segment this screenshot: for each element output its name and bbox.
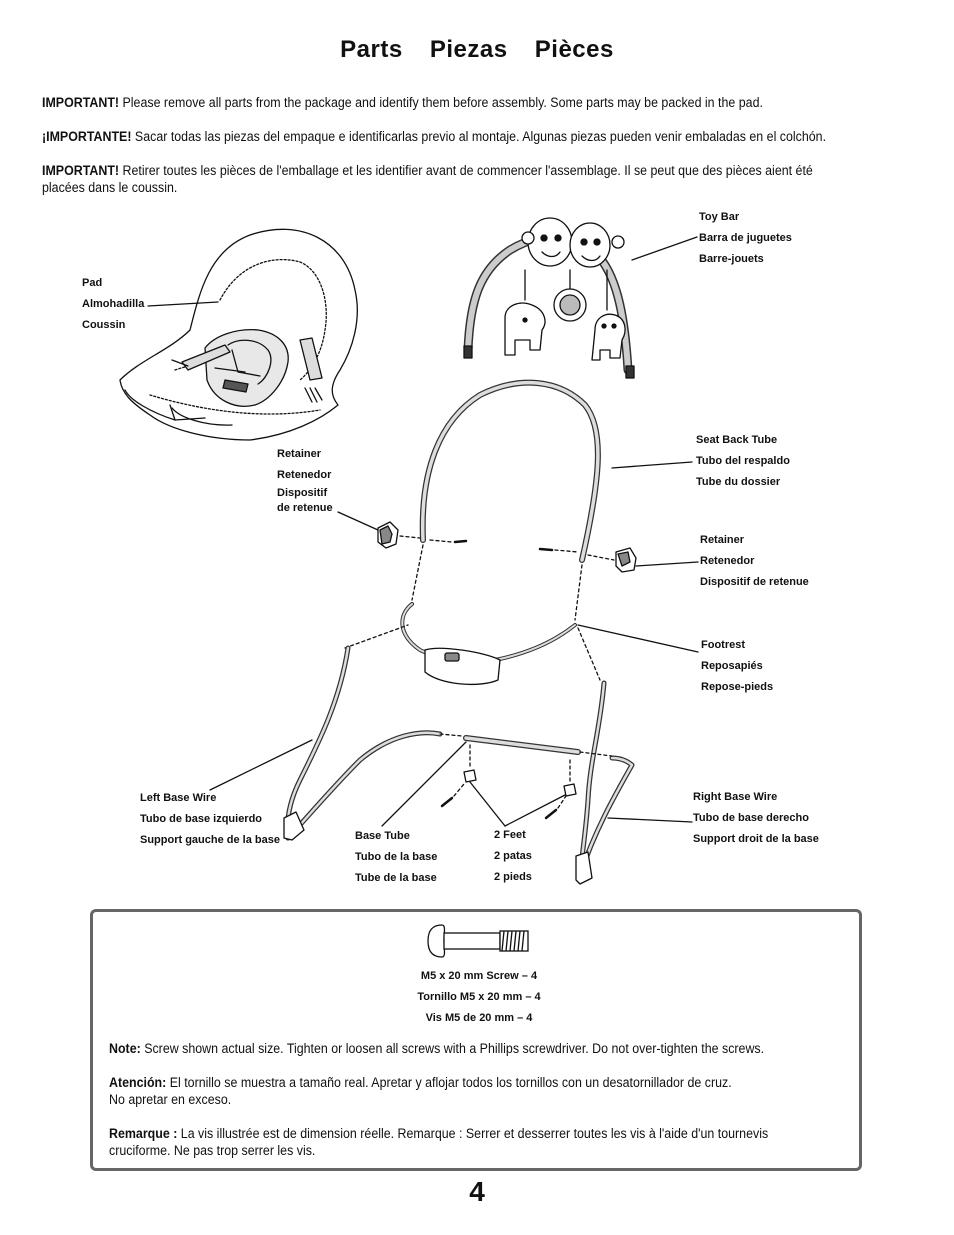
label-feet: 2 Feet 2 patas 2 pieds (494, 829, 532, 883)
note-box (90, 909, 862, 1171)
label-base-tube: Base Tube Tubo de la base Tube de la base (355, 830, 438, 884)
page-number: 4 (469, 1176, 485, 1207)
intro-en: IMPORTANT! Please remove all parts from the package and identify them before assembly. Some parts may be packed in the pad. (42, 95, 763, 110)
label-seat-back-tube: Seat Back Tube Tubo del respaldo Tube du dossier (696, 434, 790, 488)
title-es: Piezas (429, 36, 508, 63)
note-fr: Remarque : La vis illustrée est de dimension réelle. Remarque : Serrer et desserrer toutes les vis à l'aide d'un tournevis cruciforme. Ne pas trop serrer les vis. (109, 1126, 769, 1158)
label-retainer-left: Retainer Retenedor Dispositif de retenue (277, 448, 333, 514)
label-left-base-wire: Left Base Wire Tubo de base izquierdo Support gauche de la base (140, 792, 280, 846)
base-tube-illustration (382, 734, 612, 826)
toy-bar-illustration (464, 218, 697, 378)
label-right-base-wire: Right Base Wire Tubo de base derecho Support droit de la base (693, 791, 819, 845)
footrest-illustration (345, 604, 698, 684)
note-es: Atención: El tornillo se muestra a tamaño real. Apretar y aflojar todos los tornillos con un desatornillador de cruz. No apretar en exceso. (109, 1075, 732, 1107)
screw-caption: M5 x 20 mm Screw – 4 Tornillo M5 x 20 mm – 4 Vis M5 de 20 mm – 4 (417, 970, 541, 1024)
label-toy-bar: Toy Bar Barra de juguetes Barre-jouets (699, 211, 792, 265)
label-retainer-right: Retainer Retenedor Dispositif de retenue (700, 534, 809, 588)
seat-back-tube-illustration (423, 383, 692, 560)
label-pad: Pad Almohadilla Coussin (82, 277, 145, 331)
note-en: Note: Screw shown actual size. Tighten or loosen all screws with a Phillips screwdriver. Do not over-tighten the screws. (109, 1041, 765, 1056)
pad-illustration (120, 229, 357, 440)
retainers-illustration (338, 512, 698, 620)
title-en: Parts (340, 36, 403, 63)
label-footrest: Footrest Reposapiés Repose-pieds (701, 639, 774, 693)
intro-fr: IMPORTANT! Retirer toutes les pièces de l'emballage et les identifier avant de commencer l'assemblage. Il se peut que des pièces aient été placées dans le coussin. (42, 163, 813, 195)
right-base-wire-illustration (576, 683, 692, 884)
intro-es: ¡IMPORTANTE! Sacar todas las piezas del empaque e identificarlas previo al montaje. Algunas piezas pueden venir embaladas en el colchón. (42, 129, 827, 144)
screw-icon (424, 921, 534, 961)
title-fr: Pièces (534, 36, 614, 63)
